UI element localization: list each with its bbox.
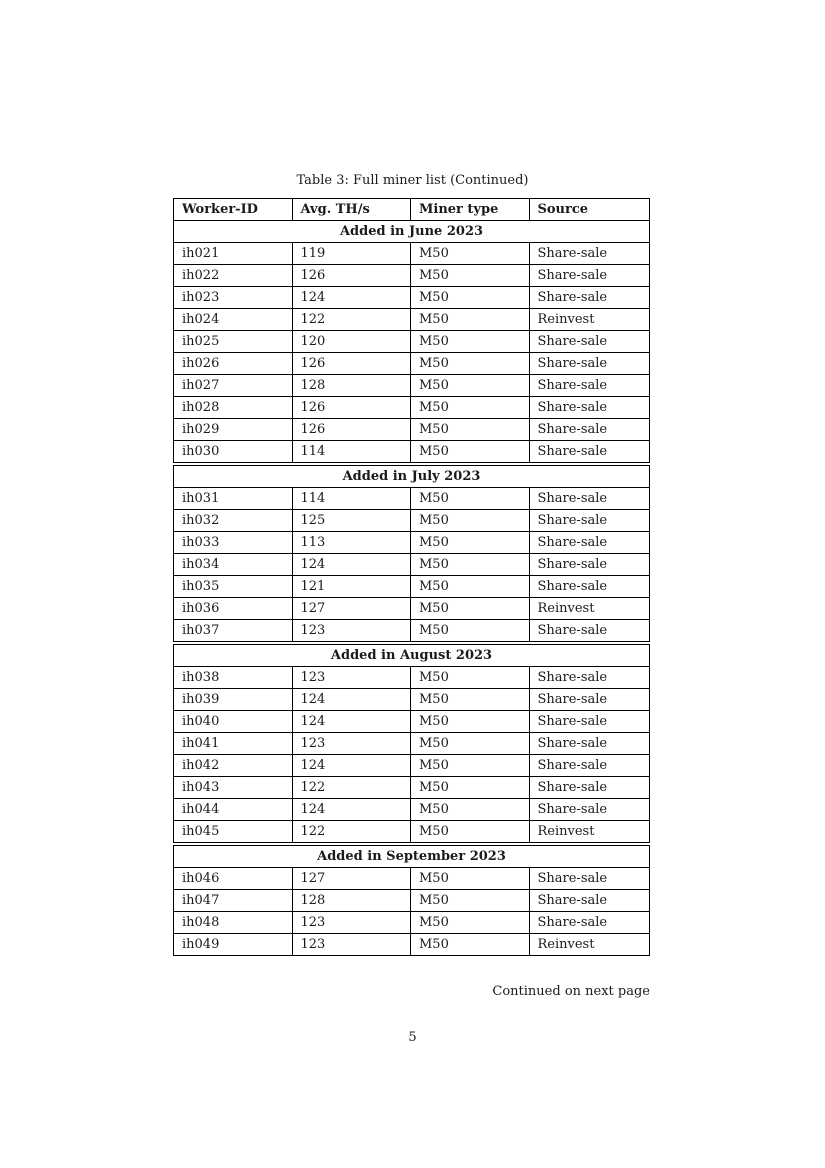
table-row: [173, 576, 650, 598]
miner-type-cell: M50: [411, 375, 530, 396]
source-cell: Share-sale: [537, 422, 608, 437]
worker-id-cell: ih021: [174, 243, 293, 264]
miner-type-cell: M50: [411, 576, 530, 597]
source-cell: Share-sale: [537, 334, 608, 349]
worker-id-cell: ih025: [174, 331, 293, 352]
continued-note: Continued on next page: [492, 984, 650, 999]
worker-id-cell: ih041: [174, 733, 293, 754]
table-caption: Table 3: Full miner list (Continued): [296, 173, 529, 188]
source-cell: Share-sale: [537, 557, 608, 572]
avg-ths-cell: 124: [293, 799, 412, 820]
avg-ths-cell: 127: [293, 598, 412, 619]
avg-ths-cell: 123: [293, 733, 412, 754]
miner-type-cell: M50: [411, 821, 530, 842]
worker-id-cell: ih022: [174, 265, 293, 286]
avg-ths-cell: 124: [293, 711, 412, 732]
source-cell: Share-sale: [537, 378, 608, 393]
source-cell: Share-sale: [537, 692, 608, 707]
table-row: [173, 868, 650, 890]
miner-type-cell: M50: [411, 532, 530, 553]
source-cell: Share-sale: [537, 513, 608, 528]
worker-id-cell: ih045: [174, 821, 293, 842]
table-row: [173, 620, 650, 642]
table-row: [173, 799, 650, 821]
table-body: [173, 221, 650, 956]
worker-id-cell: ih028: [174, 397, 293, 418]
avg-ths-cell: 125: [293, 510, 412, 531]
avg-ths-cell: 128: [293, 890, 412, 911]
avg-ths-cell: 123: [293, 912, 412, 933]
group-heading: Added in August 2023: [173, 644, 650, 667]
source-cell: Share-sale: [537, 444, 608, 459]
table-group: [173, 221, 650, 463]
source-cell: Share-sale: [537, 736, 608, 751]
source-cell: Share-sale: [537, 758, 608, 773]
avg-ths-cell: 113: [293, 532, 412, 553]
source-cell: Share-sale: [537, 871, 608, 886]
avg-ths-cell: 123: [293, 934, 412, 955]
table-row: [173, 934, 650, 956]
avg-ths-cell: 126: [293, 353, 412, 374]
table-row: [173, 397, 650, 419]
avg-ths-cell: 126: [293, 419, 412, 440]
avg-ths-cell: 114: [293, 441, 412, 462]
avg-ths-cell: 123: [293, 620, 412, 641]
avg-ths-cell: 127: [293, 868, 412, 889]
miner-table: [173, 198, 650, 956]
miner-type-cell: M50: [411, 419, 530, 440]
table-row: [173, 287, 650, 309]
table-group: [173, 644, 650, 843]
miner-type-cell: M50: [411, 554, 530, 575]
table-row: [173, 488, 650, 510]
avg-ths-cell: 124: [293, 287, 412, 308]
group-heading: Added in June 2023: [173, 221, 650, 243]
source-cell: Reinvest: [537, 601, 595, 616]
column-header-avg-ths: Avg. TH/s: [293, 199, 412, 220]
table-row: [173, 353, 650, 375]
miner-type-cell: M50: [411, 711, 530, 732]
worker-id-cell: ih030: [174, 441, 293, 462]
miner-type-cell: M50: [411, 799, 530, 820]
group-heading: Added in July 2023: [173, 465, 650, 488]
source-cell: Reinvest: [537, 312, 595, 327]
miner-type-cell: M50: [411, 689, 530, 710]
source-cell: Share-sale: [537, 714, 608, 729]
column-header-worker-id: Worker-ID: [174, 199, 293, 220]
group-heading: Added in September 2023: [173, 845, 650, 868]
table-group: [173, 845, 650, 956]
avg-ths-cell: 122: [293, 777, 412, 798]
table-row: [173, 777, 650, 799]
table-row: [173, 667, 650, 689]
table-header-row: [173, 198, 650, 221]
worker-id-cell: ih044: [174, 799, 293, 820]
table-row: [173, 598, 650, 620]
page-number: 5: [408, 1030, 417, 1045]
worker-id-cell: ih036: [174, 598, 293, 619]
miner-type-cell: M50: [411, 510, 530, 531]
table-row: [173, 243, 650, 265]
source-cell: Share-sale: [537, 915, 608, 930]
table-row: [173, 912, 650, 934]
worker-id-cell: ih027: [174, 375, 293, 396]
worker-id-cell: ih034: [174, 554, 293, 575]
worker-id-cell: ih026: [174, 353, 293, 374]
avg-ths-cell: 128: [293, 375, 412, 396]
source-cell: Share-sale: [537, 268, 608, 283]
miner-type-cell: M50: [411, 934, 530, 955]
miner-type-cell: M50: [411, 331, 530, 352]
source-cell: Share-sale: [537, 579, 608, 594]
source-cell: Share-sale: [537, 893, 608, 908]
worker-id-cell: ih048: [174, 912, 293, 933]
avg-ths-cell: 126: [293, 265, 412, 286]
table-row: [173, 890, 650, 912]
source-cell: Share-sale: [537, 535, 608, 550]
miner-type-cell: M50: [411, 890, 530, 911]
worker-id-cell: ih032: [174, 510, 293, 531]
avg-ths-cell: 124: [293, 689, 412, 710]
miner-type-cell: M50: [411, 287, 530, 308]
avg-ths-cell: 126: [293, 397, 412, 418]
miner-type-cell: M50: [411, 777, 530, 798]
avg-ths-cell: 114: [293, 488, 412, 509]
table-row: [173, 733, 650, 755]
table-row: [173, 510, 650, 532]
source-cell: Share-sale: [537, 246, 608, 261]
worker-id-cell: ih023: [174, 287, 293, 308]
miner-type-cell: M50: [411, 620, 530, 641]
table-group: [173, 465, 650, 642]
worker-id-cell: ih040: [174, 711, 293, 732]
source-cell: Share-sale: [537, 670, 608, 685]
miner-type-cell: M50: [411, 733, 530, 754]
worker-id-cell: ih039: [174, 689, 293, 710]
worker-id-cell: ih029: [174, 419, 293, 440]
worker-id-cell: ih033: [174, 532, 293, 553]
source-cell: Share-sale: [537, 623, 608, 638]
column-header-miner-type: Miner type: [411, 199, 530, 220]
worker-id-cell: ih047: [174, 890, 293, 911]
miner-type-cell: M50: [411, 397, 530, 418]
miner-type-cell: M50: [411, 309, 530, 330]
table-row: [173, 441, 650, 463]
source-cell: Share-sale: [537, 491, 608, 506]
table-row: [173, 419, 650, 441]
miner-type-cell: M50: [411, 667, 530, 688]
miner-type-cell: M50: [411, 265, 530, 286]
source-cell: Share-sale: [537, 780, 608, 795]
worker-id-cell: ih043: [174, 777, 293, 798]
source-cell: Share-sale: [537, 400, 608, 415]
table-row: [173, 755, 650, 777]
miner-type-cell: M50: [411, 598, 530, 619]
avg-ths-cell: 119: [293, 243, 412, 264]
source-cell: Share-sale: [537, 356, 608, 371]
miner-type-cell: M50: [411, 243, 530, 264]
worker-id-cell: ih024: [174, 309, 293, 330]
source-cell: Reinvest: [537, 824, 595, 839]
worker-id-cell: ih035: [174, 576, 293, 597]
miner-type-cell: M50: [411, 912, 530, 933]
miner-type-cell: M50: [411, 488, 530, 509]
table-row: [173, 375, 650, 397]
miner-type-cell: M50: [411, 868, 530, 889]
miner-type-cell: M50: [411, 353, 530, 374]
worker-id-cell: ih042: [174, 755, 293, 776]
worker-id-cell: ih037: [174, 620, 293, 641]
source-cell: Reinvest: [537, 937, 595, 952]
table-row: [173, 309, 650, 331]
table-row: [173, 711, 650, 733]
table-row: [173, 689, 650, 711]
source-cell: Share-sale: [537, 802, 608, 817]
table-row: [173, 532, 650, 554]
column-header-source: Source: [537, 202, 589, 217]
worker-id-cell: ih046: [174, 868, 293, 889]
worker-id-cell: ih049: [174, 934, 293, 955]
avg-ths-cell: 122: [293, 309, 412, 330]
source-cell: Share-sale: [537, 290, 608, 305]
avg-ths-cell: 123: [293, 667, 412, 688]
table-row: [173, 554, 650, 576]
avg-ths-cell: 121: [293, 576, 412, 597]
worker-id-cell: ih031: [174, 488, 293, 509]
avg-ths-cell: 124: [293, 755, 412, 776]
miner-type-cell: M50: [411, 755, 530, 776]
avg-ths-cell: 124: [293, 554, 412, 575]
miner-type-cell: M50: [411, 441, 530, 462]
worker-id-cell: ih038: [174, 667, 293, 688]
table-row: [173, 821, 650, 843]
avg-ths-cell: 120: [293, 331, 412, 352]
table-row: [173, 265, 650, 287]
table-row: [173, 331, 650, 353]
avg-ths-cell: 122: [293, 821, 412, 842]
